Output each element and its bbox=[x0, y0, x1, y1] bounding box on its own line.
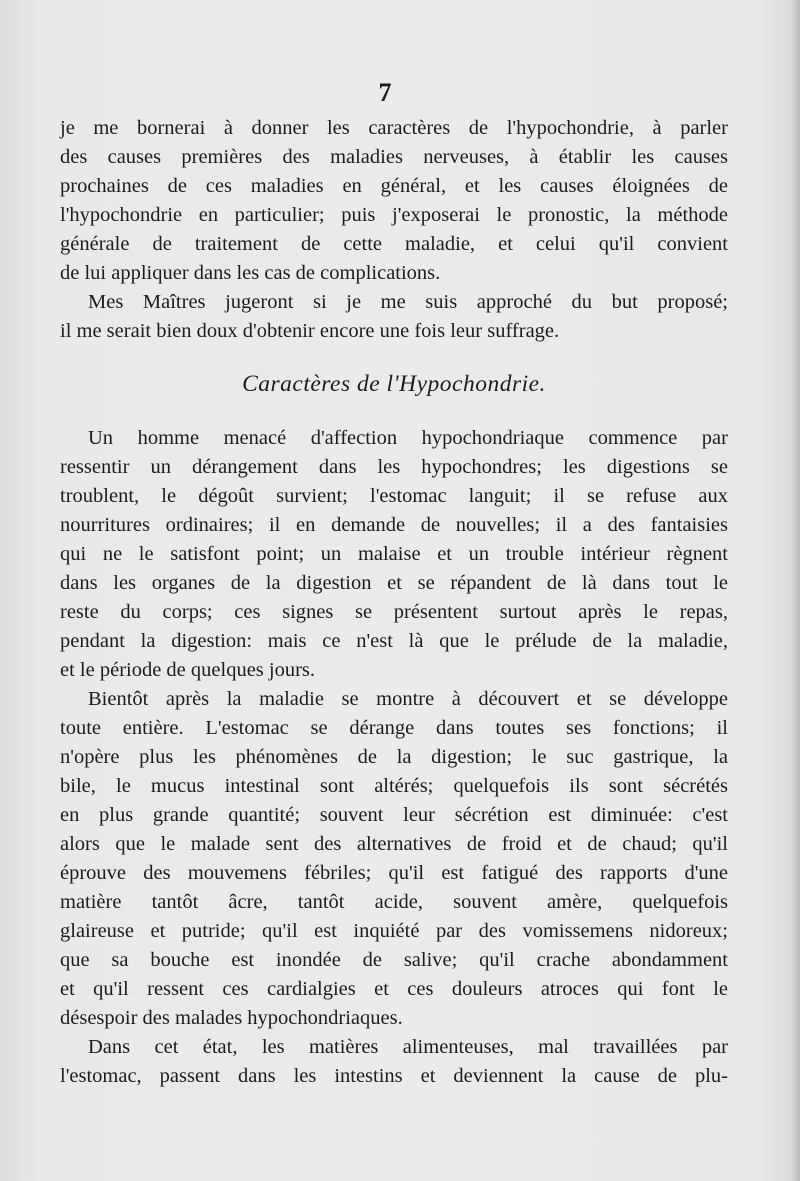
text-line: dans les organes de la digestion et se répandent de là dans tout le bbox=[60, 572, 728, 594]
text-line: désespoir des malades hypochondriaques. bbox=[60, 1007, 403, 1029]
text-line: générale de traitement de cette maladie, et celui qu'il convient bbox=[60, 233, 728, 255]
text-line: alors que le malade sent des alternatives de froid et de chaud; qu'il bbox=[60, 833, 728, 855]
section-heading: Caractères de l'Hypochondrie. bbox=[242, 371, 546, 397]
text-line: des causes premières des maladies nerveuses, à établir les causes bbox=[60, 146, 728, 168]
text-line: pendant la digestion: mais ce n'est là que le prélude de la maladie, bbox=[60, 630, 728, 652]
text-line: l'estomac, passent dans les intestins et deviennent la cause de plu- bbox=[60, 1065, 728, 1087]
text-line: ressentir un dérangement dans les hypochondres; les digestions se bbox=[60, 456, 728, 478]
text-line: Dans cet état, les matières alimenteuses, mal travaillées par bbox=[88, 1036, 728, 1058]
text-line: de lui appliquer dans les cas de complications. bbox=[60, 262, 441, 284]
text-line: matière tantôt âcre, tantôt acide, souvent amère, quelquefois bbox=[60, 891, 728, 913]
text-line: Bientôt après la maladie se montre à découvert et se développe bbox=[88, 688, 728, 710]
page-edge-shadow bbox=[790, 0, 800, 1181]
text-line: l'hypochondrie en particulier; puis j'exposerai le pronostic, la méthode bbox=[60, 204, 728, 226]
text-line: n'opère plus les phénomènes de la digestion; le suc gastrique, la bbox=[60, 746, 728, 768]
text-line: glaireuse et putride; qu'il est inquiété par des vomissemens nidoreux; bbox=[60, 920, 728, 942]
text-line: je me bornerai à donner les caractères de l'hypochondrie, à parler bbox=[60, 117, 728, 139]
text-line: toute entière. L'estomac se dérange dans toutes ses fonctions; il bbox=[60, 717, 728, 739]
text-line: en plus grande quantité; souvent leur sécrétion est diminuée: c'est bbox=[60, 804, 728, 826]
page-number: 7 bbox=[378, 78, 392, 107]
text-line: bile, le mucus intestinal sont altérés; quelquefois ils sont sécrétés bbox=[60, 775, 728, 797]
text-line: et le période de quelques jours. bbox=[60, 659, 316, 681]
text-line: éprouve des mouvemens fébriles; qu'il est fatigué des rapports d'une bbox=[60, 862, 728, 884]
text-line: prochaines de ces maladies en général, et les causes éloignées de bbox=[60, 175, 728, 197]
text-line: nourritures ordinaires; il en demande de nouvelles; il a des fantaisies bbox=[60, 514, 728, 536]
text-line: il me serait bien doux d'obtenir encore une fois leur suffrage. bbox=[60, 320, 560, 342]
text-line: que sa bouche est inondée de salive; qu'il crache abondamment bbox=[60, 949, 728, 971]
text-line: reste du corps; ces signes se présentent surtout après le repas, bbox=[60, 601, 728, 623]
text-line: troublent, le dégoût survient; l'estomac languit; il se refuse aux bbox=[60, 485, 728, 507]
text-line: qui ne le satisfont point; un malaise et un trouble intérieur règnent bbox=[60, 543, 728, 565]
text-line: et qu'il ressent ces cardialgies et ces douleurs atroces qui font le bbox=[60, 978, 728, 1000]
text-line: Mes Maîtres jugeront si je me suis approché du but proposé; bbox=[88, 291, 728, 313]
text-line: Un homme menacé d'affection hypochondriaque commence par bbox=[88, 427, 728, 449]
